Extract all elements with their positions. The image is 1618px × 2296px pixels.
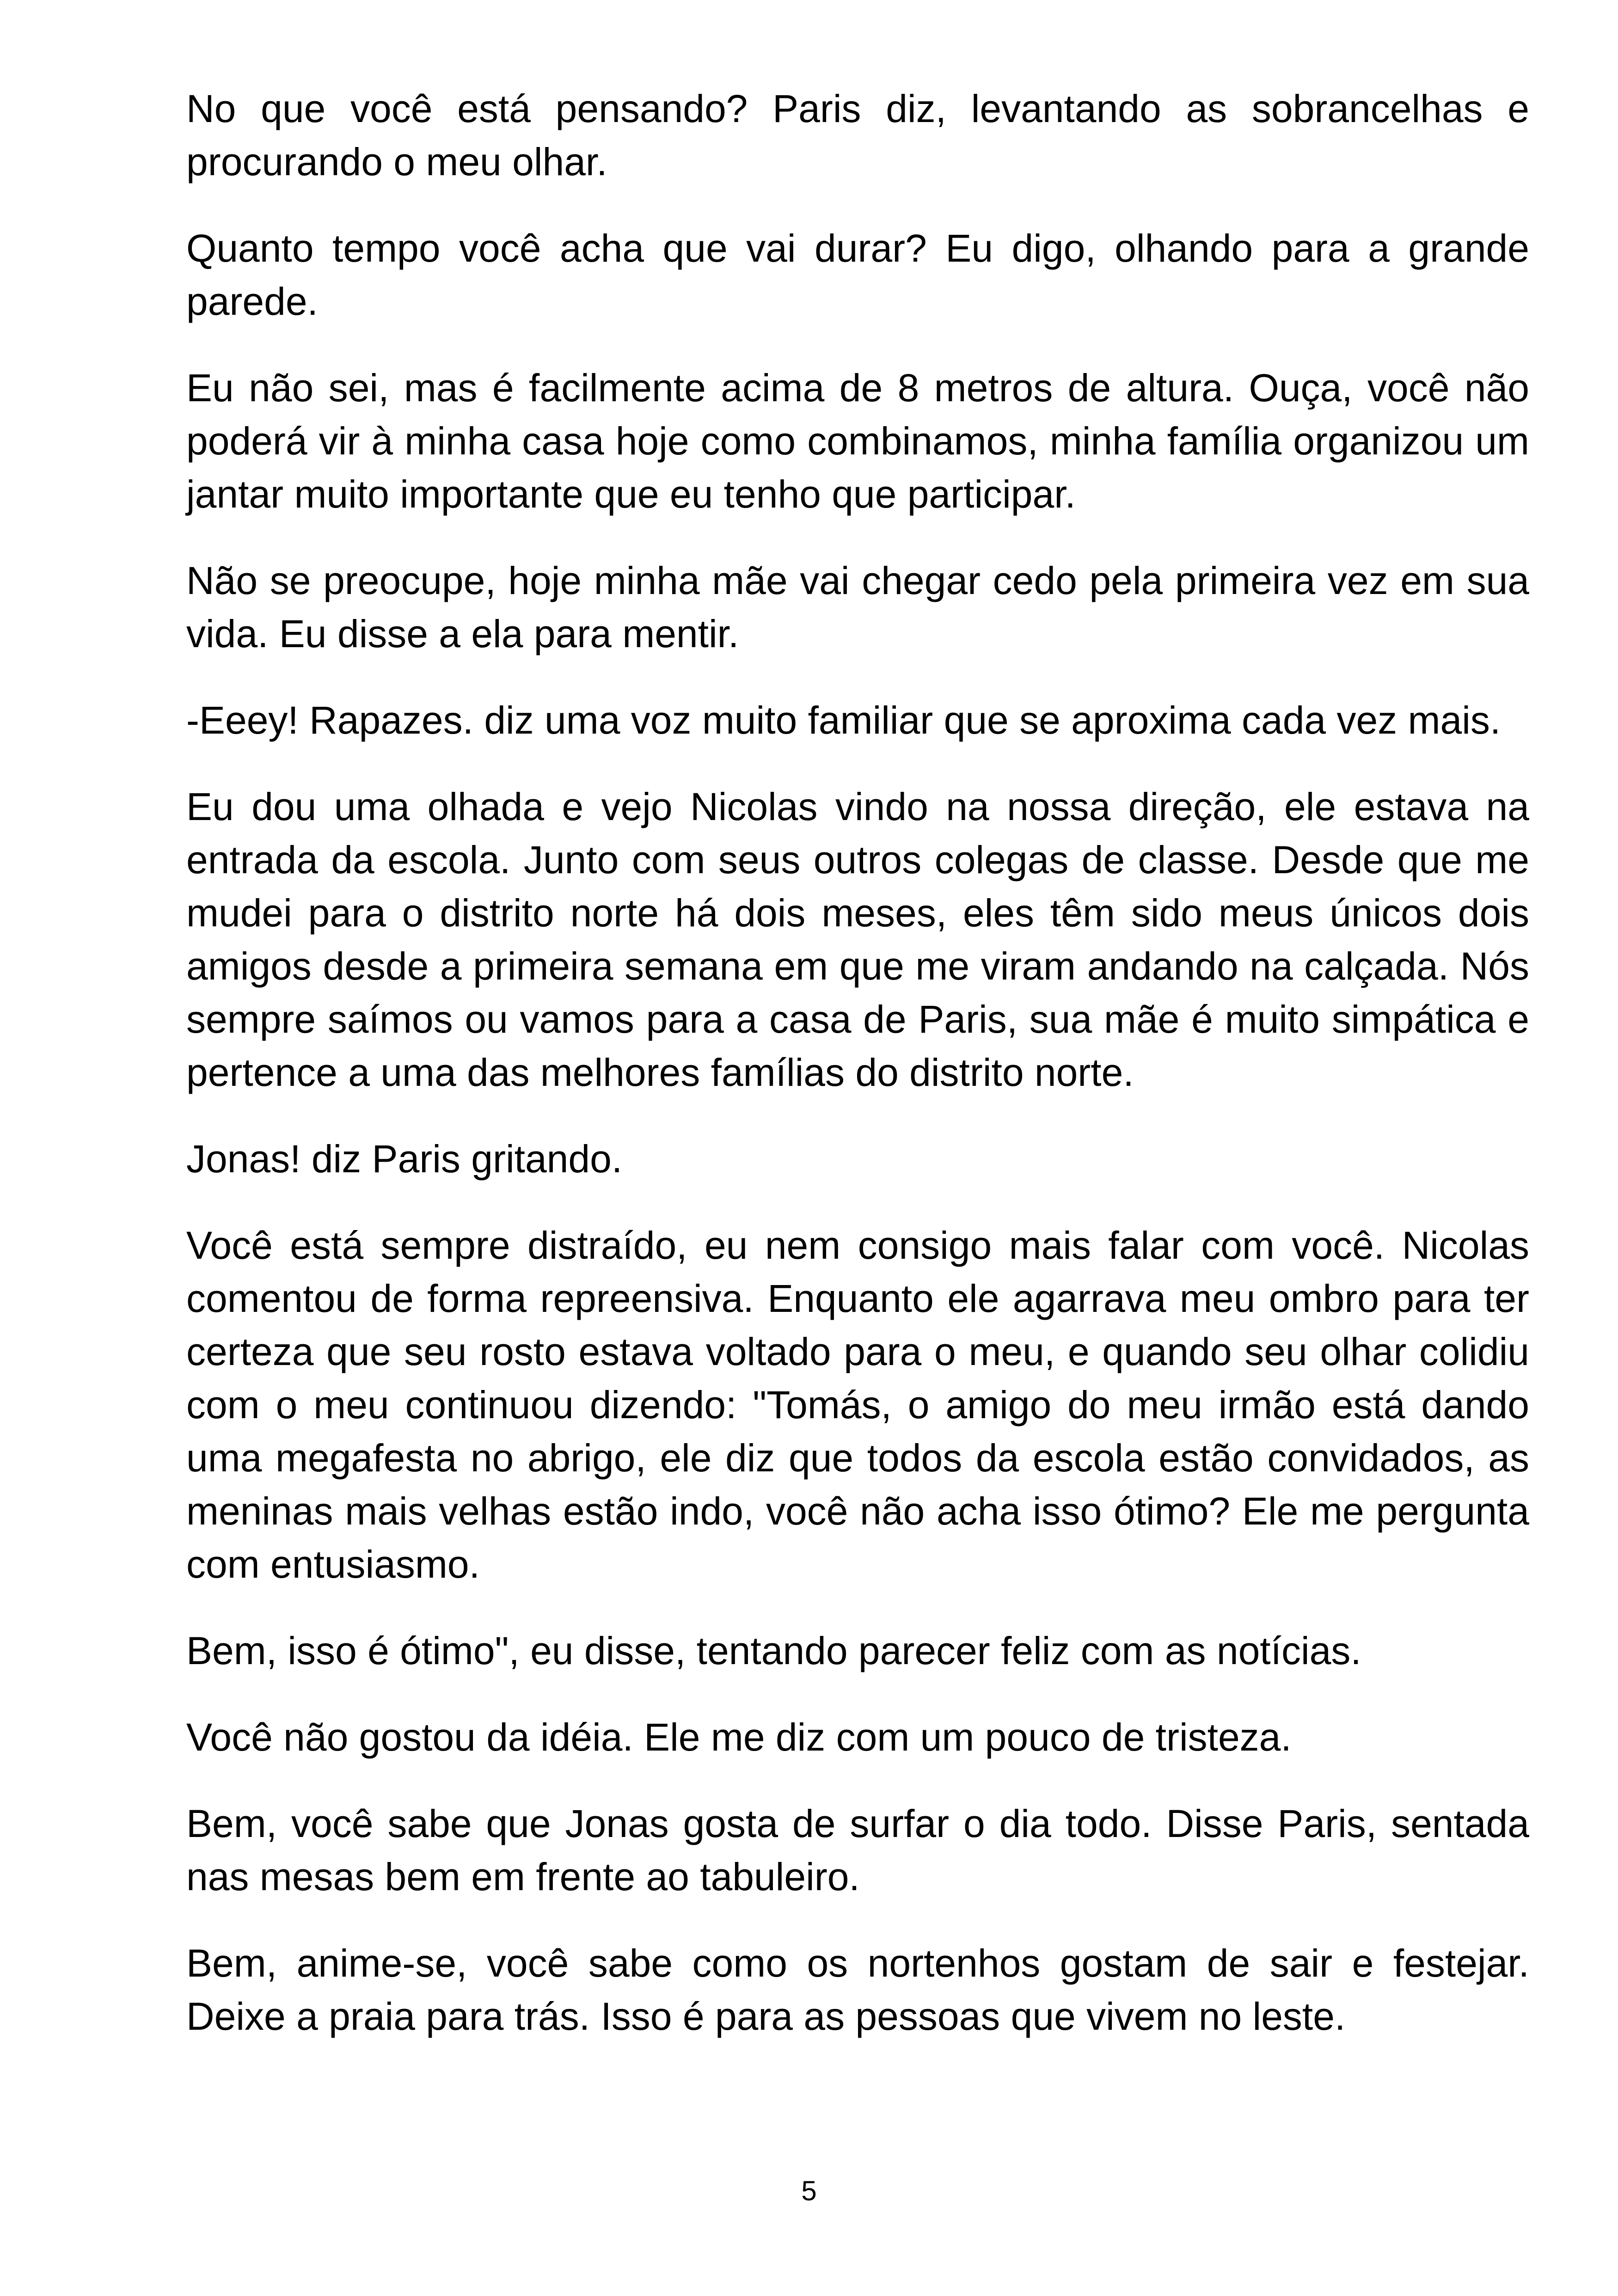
paragraph: Você está sempre distraído, eu nem consigo mais falar com você. Nicolas comentou de forma repreensiva. Enquanto ele agarrava meu ombro para ter certeza que seu rosto estava voltado para o meu, e quando seu olhar colidiu com o meu continuou dizendo: "Tomás, o amigo do meu irmão está dando uma megafesta no abrigo, ele diz que todos da escola estão convidados, as meninas mais velhas estão indo, você não acha isso ótimo? Ele me pergunta com entusiasmo. [186, 1224, 1529, 1586]
paragraph: Eu não sei, mas é facilmente acima de 8 metros de altura. Ouça, você não poderá vir à minha casa hoje como combinamos, minha família organizou um jantar muito importante que eu tenho que participar. [186, 366, 1529, 516]
paragraph: -Eeey! Rapazes. diz uma voz muito familiar que se aproxima cada vez mais. [186, 698, 1501, 742]
paragraph: Quanto tempo você acha que vai durar? Eu digo, olhando para a grande parede. [186, 227, 1529, 323]
paragraph: Bem, você sabe que Jonas gosta de surfar o dia todo. Disse Paris, sentada nas mesas bem em frente ao tabuleiro. [186, 1802, 1529, 1898]
page-number: 5 [801, 2175, 817, 2206]
paragraph: Bem, anime-se, você sabe como os nortenhos gostam de sair e festejar. Deixe a praia para trás. Isso é para as pessoas que vivem no leste. [186, 1941, 1529, 2038]
paragraph: Jonas! diz Paris gritando. [186, 1137, 623, 1181]
paragraph: No que você está pensando? Paris diz, levantando as sobrancelhas e procurando o meu olhar. [186, 87, 1529, 184]
paragraph: Não se preocupe, hoje minha mãe vai chegar cedo pela primeira vez em sua vida. Eu disse a ela para mentir. [186, 559, 1529, 655]
paragraph: Eu dou uma olhada e vejo Nicolas vindo na nossa direção, ele estava na entrada da escola. Junto com seus outros colegas de classe. Desde que me mudei para o distrito norte há dois meses, eles têm sido meus únicos dois amigos desde a primeira semana em que me viram andando na calçada. Nós sempre saímos ou vamos para a casa de Paris, sua mãe é muito simpática e pertence a uma das melhores famílias do distrito norte. [186, 785, 1529, 1094]
body-text [186, 82, 1529, 2076]
paragraph: Bem, isso é ótimo", eu disse, tentando parecer feliz com as notícias. [186, 1629, 1361, 1672]
paragraph: Você não gostou da idéia. Ele me diz com um pouco de tristeza. [186, 1715, 1292, 1759]
